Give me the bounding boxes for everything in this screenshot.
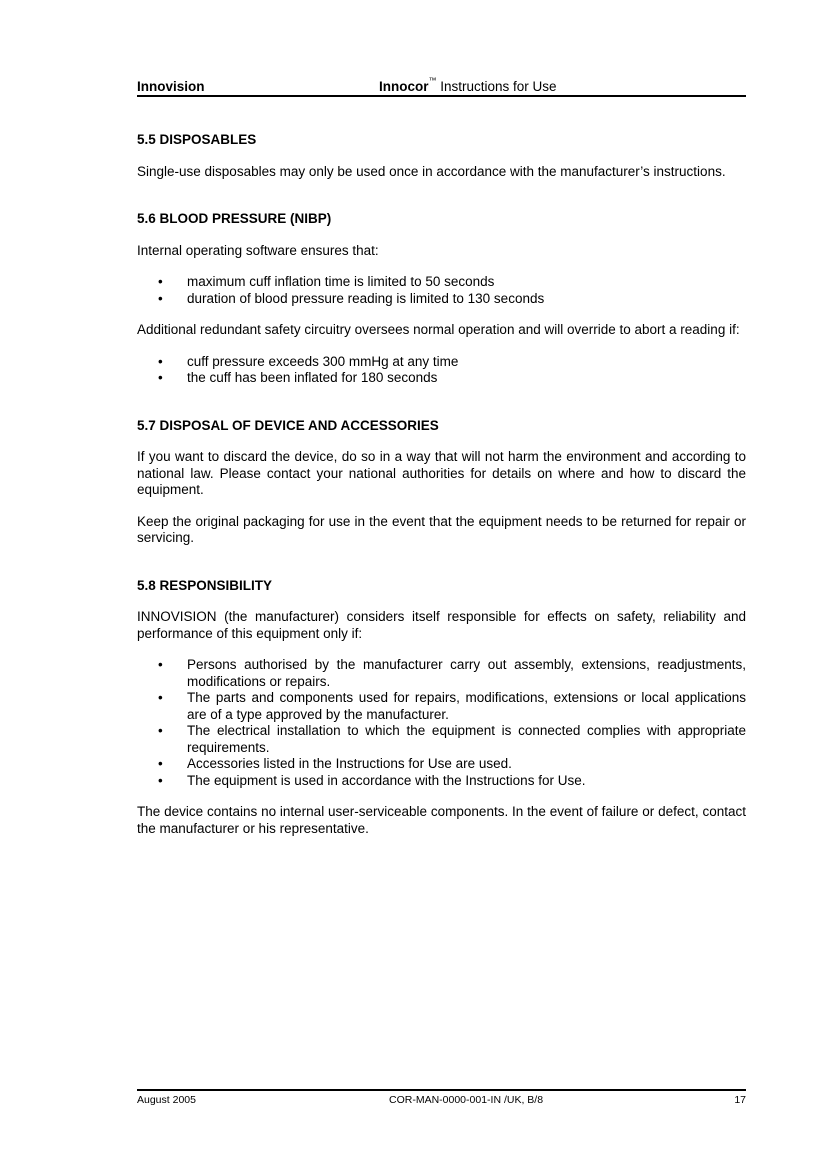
header-product-name: Innocor (379, 79, 429, 94)
list-item: • Accessories listed in the Instructions for Use are used. (137, 756, 746, 773)
list-item: • cuff pressure exceeds 300 mmHg at any time (137, 354, 746, 371)
no-serviceable-parts-paragraph: The device contains no internal user-serviceable components. In the event of failure or defect, contact the manufacturer or his representative. (137, 804, 746, 836)
list-item: • duration of blood pressure reading is limited to 130 seconds (137, 291, 746, 308)
responsibility-intro-paragraph: INNOVISION (the manufacturer) considers itself responsible for effects on safety, reliability and performance of this equipment only if: (137, 609, 746, 641)
section-title-responsibility: 5.8 RESPONSIBILITY (137, 577, 273, 593)
header-product (379, 76, 557, 94)
footer-page-number: 17 (734, 1094, 746, 1106)
packaging-paragraph: Keep the original packaging for use in the event that the equipment needs to be returned for repair or servicing. (137, 513, 746, 545)
list-item: • The electrical installation to which the equipment is connected complies with appropriate requirements. (137, 723, 746, 756)
disposables-paragraph: Single-use disposables may only be used once in accordance with the manufacturer’s instructions. (137, 163, 726, 179)
section-title-disposal: 5.7 DISPOSAL OF DEVICE AND ACCESSORIES (137, 417, 439, 433)
footer-date: August 2005 (137, 1094, 196, 1106)
header-product-suffix: Instructions for Use (436, 79, 557, 94)
page-footer (137, 1089, 746, 1106)
page-content (137, 132, 746, 837)
bp-circuitry-paragraph: Additional redundant safety circuitry oversees normal operation and will override to abort a reading if: (137, 322, 740, 337)
document-page (137, 0, 746, 1164)
bp-software-list (137, 274, 746, 307)
list-item: • maximum cuff inflation time is limited to 50 seconds (137, 274, 746, 291)
section-title-blood-pressure: 5.6 BLOOD PRESSURE (NIBP) (137, 211, 332, 226)
list-item: • the cuff has been inflated for 180 seconds (137, 370, 746, 387)
list-item: • Persons authorised by the manufacturer carry out assembly, extensions, readjustments, modifications or repairs. (137, 657, 746, 690)
bp-intro-paragraph: Internal operating software ensures that: (137, 242, 379, 258)
section-title-disposables: 5.5 DISPOSABLES (137, 132, 257, 147)
responsibility-conditions-list (137, 657, 746, 789)
list-item: • The equipment is used in accordance with the Instructions for Use. (137, 773, 746, 790)
bp-abort-list (137, 354, 746, 387)
page-header (137, 78, 746, 97)
list-item: • The parts and components used for repairs, modifications, extensions or local applications are of a type approved by the manufacturer. (137, 690, 746, 723)
trademark-mark: ™ (428, 76, 437, 85)
header-brand: Innovision (137, 79, 205, 94)
disposal-paragraph: If you want to discard the device, do so in a way that will not harm the environment and according to national law. Please contact your national authorities for details on where and how to discard the equipment. (137, 449, 746, 497)
footer-doc-ref: COR-MAN-0000-001-IN /UK, B/8 (389, 1094, 544, 1106)
